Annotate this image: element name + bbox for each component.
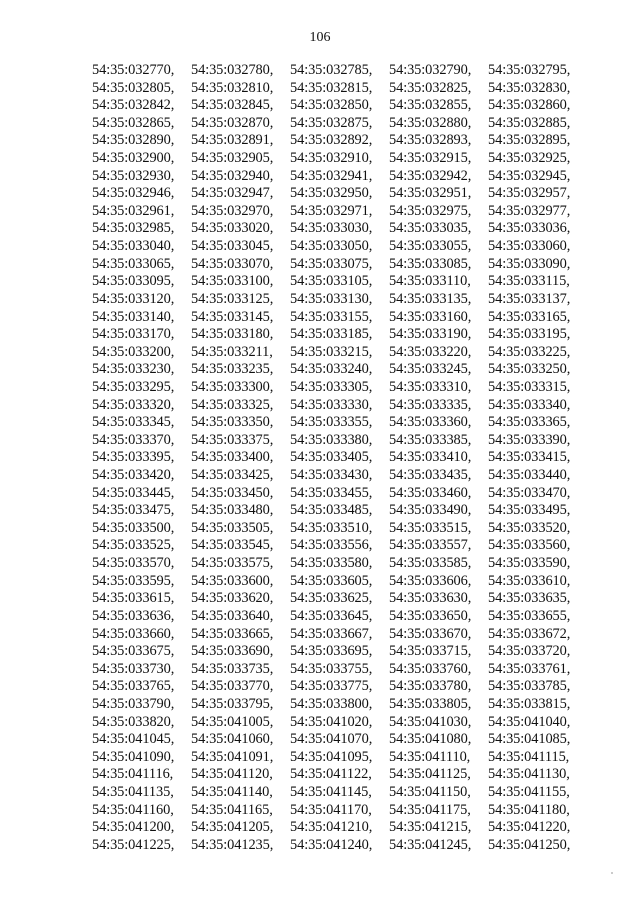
cadastral-number: 54:35:033070, <box>191 255 274 272</box>
cadastral-number: 54:35:032977, <box>488 202 571 219</box>
cadastral-number: 54:35:033595, <box>92 572 175 589</box>
cadastral-number: 54:35:033820, <box>92 713 175 730</box>
cadastral-number: 54:35:033605, <box>290 572 373 589</box>
cadastral-number: 54:35:032865, <box>92 114 175 131</box>
cadastral-number: 54:35:033295, <box>92 378 175 395</box>
cadastral-number: 54:35:041240, <box>290 836 373 853</box>
cadastral-number: 54:35:033335, <box>389 396 472 413</box>
cadastral-number: 54:35:033355, <box>290 414 373 431</box>
cadastral-number-grid <box>92 62 587 854</box>
cadastral-number: 54:35:033560, <box>488 537 571 554</box>
cadastral-number: 54:35:033125, <box>191 290 274 307</box>
cadastral-number: 54:35:033672, <box>488 625 571 642</box>
cadastral-number: 54:35:032951, <box>389 185 472 202</box>
cadastral-number: 54:35:033180, <box>191 326 274 343</box>
cadastral-number: 54:35:033140, <box>92 308 175 325</box>
cadastral-number: 54:35:033425, <box>191 467 274 484</box>
cadastral-number: 54:35:041150, <box>389 783 471 800</box>
cadastral-number: 54:35:033160, <box>389 308 472 325</box>
cadastral-number: 54:35:033420, <box>92 467 175 484</box>
cadastral-number: 54:35:033500, <box>92 519 175 536</box>
cadastral-number: 54:35:041091, <box>191 748 274 765</box>
cadastral-number: 54:35:033585, <box>389 555 472 572</box>
cadastral-number: 54:35:032900, <box>92 150 175 167</box>
cadastral-number: 54:35:041250, <box>488 836 571 853</box>
cadastral-number: 54:35:033200, <box>92 343 175 360</box>
cadastral-number: 54:35:041110, <box>389 748 471 765</box>
cadastral-number: 54:35:033795, <box>191 695 274 712</box>
cadastral-number: 54:35:033480, <box>191 502 274 519</box>
cadastral-number: 54:35:033610, <box>488 572 571 589</box>
cadastral-number: 54:35:041030, <box>389 713 472 730</box>
cadastral-number: 54:35:033370, <box>92 431 175 448</box>
cadastral-number: 54:35:032785, <box>290 62 373 78</box>
cadastral-number: 54:35:033020, <box>191 220 274 237</box>
cadastral-number: 54:35:033250, <box>488 361 571 378</box>
cadastral-number: 54:35:033035, <box>389 220 472 237</box>
cadastral-number: 54:35:041095, <box>290 748 373 765</box>
cadastral-number: 54:35:033761, <box>488 660 571 677</box>
cadastral-number: 54:35:032895, <box>488 132 571 149</box>
cadastral-number: 54:35:041140, <box>191 783 273 800</box>
cadastral-number: 54:35:033475, <box>92 502 175 519</box>
cadastral-number: 54:35:032905, <box>191 150 274 167</box>
cadastral-number: 54:35:041115, <box>488 748 570 765</box>
cadastral-number: 54:35:033230, <box>92 361 175 378</box>
cadastral-number: 54:35:041060, <box>191 731 274 748</box>
cadastral-number: 54:35:033615, <box>92 590 175 607</box>
cadastral-number: 54:35:033145, <box>191 308 274 325</box>
page-number: 106 <box>309 30 331 45</box>
cadastral-number: 54:35:041170, <box>290 801 372 818</box>
cadastral-number: 54:35:033570, <box>92 555 175 572</box>
cadastral-number: 54:35:033490, <box>389 502 472 519</box>
cadastral-number: 54:35:041040, <box>488 713 571 730</box>
cadastral-number: 54:35:033505, <box>191 519 274 536</box>
cadastral-number: 54:35:032810, <box>191 79 274 96</box>
cadastral-number: 54:35:033135, <box>389 290 472 307</box>
cadastral-number: 54:35:033580, <box>290 555 373 572</box>
cadastral-number: 54:35:032942, <box>389 167 472 184</box>
cadastral-number: 54:35:033510, <box>290 519 373 536</box>
cadastral-number: 54:35:033485, <box>290 502 373 519</box>
cadastral-number: 54:35:033760, <box>389 660 472 677</box>
cadastral-number: 54:35:033211, <box>191 343 273 360</box>
cadastral-number: 54:35:041160, <box>92 801 174 818</box>
cadastral-number: 54:35:033636, <box>92 607 175 624</box>
cadastral-number: 54:35:033775, <box>290 678 373 695</box>
cadastral-number: 54:35:033545, <box>191 537 274 554</box>
cadastral-number: 54:35:033805, <box>389 695 472 712</box>
cadastral-number: 54:35:041210, <box>290 819 373 836</box>
cadastral-number: 54:35:041125, <box>389 766 471 783</box>
cadastral-number: 54:35:032957, <box>488 185 571 202</box>
cadastral-number: 54:35:033630, <box>389 590 472 607</box>
cadastral-number: 54:35:033470, <box>488 484 571 501</box>
cadastral-number: 54:35:033185, <box>290 326 373 343</box>
cadastral-number: 54:35:033220, <box>389 343 472 360</box>
cadastral-number: 54:35:033345, <box>92 414 175 431</box>
cadastral-number: 54:35:033380, <box>290 431 373 448</box>
cadastral-number: 54:35:033040, <box>92 238 175 255</box>
cadastral-number: 54:35:033385, <box>389 431 472 448</box>
cadastral-number: 54:35:032930, <box>92 167 175 184</box>
cadastral-number: 54:35:033195, <box>488 326 571 343</box>
cadastral-number: 54:35:033050, <box>290 238 373 255</box>
cadastral-number: 54:35:032893, <box>389 132 472 149</box>
cadastral-number: 54:35:041116, <box>92 766 174 783</box>
cadastral-number: 54:35:041045, <box>92 731 175 748</box>
cadastral-number: 54:35:041175, <box>389 801 471 818</box>
cadastral-number: 54:35:032925, <box>488 150 571 167</box>
cadastral-number: 54:35:033600, <box>191 572 274 589</box>
cadastral-number: 54:35:033240, <box>290 361 373 378</box>
cadastral-number: 54:35:032985, <box>92 220 175 237</box>
cadastral-number: 54:35:032830, <box>488 79 571 96</box>
cadastral-number: 54:35:033520, <box>488 519 571 536</box>
cadastral-number: 54:35:033165, <box>488 308 571 325</box>
cadastral-number: 54:35:033105, <box>290 273 373 290</box>
cadastral-number: 54:35:041005, <box>191 713 274 730</box>
cadastral-number: 54:35:033085, <box>389 255 472 272</box>
cadastral-number: 54:35:033400, <box>191 449 274 466</box>
cadastral-number: 54:35:033650, <box>389 607 472 624</box>
cadastral-number: 54:35:041090, <box>92 748 175 765</box>
cadastral-number: 54:35:032842, <box>92 97 175 114</box>
cadastral-number: 54:35:032880, <box>389 114 472 131</box>
cadastral-number: 54:35:033815, <box>488 695 571 712</box>
cadastral-number: 54:35:033130, <box>290 290 373 307</box>
cadastral-number: 54:35:033495, <box>488 502 571 519</box>
cadastral-number: 54:35:033405, <box>290 449 373 466</box>
cadastral-number: 54:35:033635, <box>488 590 571 607</box>
cadastral-number: 54:35:041080, <box>389 731 472 748</box>
cadastral-number: 54:35:032940, <box>191 167 274 184</box>
cadastral-number: 54:35:033330, <box>290 396 373 413</box>
cadastral-number: 54:35:033670, <box>389 625 472 642</box>
cadastral-number: 54:35:032915, <box>389 150 472 167</box>
cadastral-number: 54:35:033045, <box>191 238 274 255</box>
cadastral-number: 54:35:033360, <box>389 414 472 431</box>
cadastral-number: 54:35:041135, <box>92 783 174 800</box>
cadastral-number: 54:35:033245, <box>389 361 472 378</box>
cadastral-number: 54:35:032790, <box>389 62 472 78</box>
cadastral-number: 54:35:033305, <box>290 378 373 395</box>
cadastral-number: 54:35:041200, <box>92 819 175 836</box>
cadastral-number: 54:35:033440, <box>488 467 571 484</box>
cadastral-number: 54:35:033215, <box>290 343 373 360</box>
cadastral-number: 54:35:033036, <box>488 220 571 237</box>
cadastral-number: 54:35:032961, <box>92 202 175 219</box>
cadastral-number: 54:35:033640, <box>191 607 274 624</box>
cadastral-number: 54:35:033660, <box>92 625 175 642</box>
cadastral-number: 54:35:033055, <box>389 238 472 255</box>
cadastral-number: 54:35:033450, <box>191 484 274 501</box>
cadastral-number: 54:35:041225, <box>92 836 175 853</box>
cadastral-number: 54:35:033665, <box>191 625 274 642</box>
cadastral-number: 54:35:032945, <box>488 167 571 184</box>
cadastral-number: 54:35:032825, <box>389 79 472 96</box>
cadastral-number: 54:35:033340, <box>488 396 571 413</box>
cadastral-number: 54:35:032855, <box>389 97 472 114</box>
cadastral-number: 54:35:032770, <box>92 62 175 78</box>
cadastral-number: 54:35:041165, <box>191 801 273 818</box>
cadastral-number: 54:35:032795, <box>488 62 571 78</box>
cadastral-number: 54:35:033110, <box>389 273 471 290</box>
cadastral-number: 54:35:033225, <box>488 343 571 360</box>
cadastral-number: 54:35:033315, <box>488 378 571 395</box>
cadastral-number: 54:35:033557, <box>389 537 472 554</box>
cadastral-number: 54:35:033320, <box>92 396 175 413</box>
cadastral-number: 54:35:041180, <box>488 801 570 818</box>
cadastral-number: 54:35:032947, <box>191 185 274 202</box>
cadastral-number: 54:35:033060, <box>488 238 571 255</box>
cadastral-number: 54:35:033515, <box>389 519 472 536</box>
cadastral-number: 54:35:033655, <box>488 607 571 624</box>
cadastral-number: 54:35:032860, <box>488 97 571 114</box>
cadastral-number: 54:35:032970, <box>191 202 274 219</box>
cadastral-number: 54:35:032875, <box>290 114 373 131</box>
cadastral-number: 54:35:033390, <box>488 431 571 448</box>
cadastral-number: 54:35:032850, <box>290 97 373 114</box>
cadastral-number: 54:35:033375, <box>191 431 274 448</box>
cadastral-number: 54:35:032780, <box>191 62 274 78</box>
cadastral-number: 54:35:033625, <box>290 590 373 607</box>
cadastral-number: 54:35:032845, <box>191 97 274 114</box>
cadastral-number: 54:35:033780, <box>389 678 472 695</box>
cadastral-number: 54:35:033715, <box>389 643 472 660</box>
scan-speck <box>611 872 613 874</box>
cadastral-number: 54:35:033325, <box>191 396 274 413</box>
cadastral-number: 54:35:033606, <box>389 572 472 589</box>
cadastral-number: 54:35:033690, <box>191 643 274 660</box>
cadastral-number: 54:35:033100, <box>191 273 274 290</box>
cadastral-number: 54:35:033525, <box>92 537 175 554</box>
cadastral-number: 54:35:041020, <box>290 713 373 730</box>
cadastral-number: 54:35:041070, <box>290 731 373 748</box>
cadastral-number: 54:35:032892, <box>290 132 373 149</box>
cadastral-number: 54:35:033455, <box>290 484 373 501</box>
cadastral-number: 54:35:033785, <box>488 678 571 695</box>
cadastral-number: 54:35:033410, <box>389 449 472 466</box>
cadastral-number: 54:35:033415, <box>488 449 571 466</box>
cadastral-number: 54:35:033730, <box>92 660 175 677</box>
cadastral-number: 54:35:032890, <box>92 132 175 149</box>
cadastral-number: 54:35:032910, <box>290 150 373 167</box>
cadastral-number: 54:35:041145, <box>290 783 372 800</box>
cadastral-number: 54:35:041205, <box>191 819 274 836</box>
cadastral-number: 54:35:033575, <box>191 555 274 572</box>
cadastral-number: 54:35:033620, <box>191 590 274 607</box>
cadastral-number: 54:35:033667, <box>290 625 373 642</box>
cadastral-number: 54:35:033310, <box>389 378 472 395</box>
cadastral-number: 54:35:033137, <box>488 290 571 307</box>
cadastral-number: 54:35:032950, <box>290 185 373 202</box>
cadastral-number: 54:35:033120, <box>92 290 175 307</box>
cadastral-number: 54:35:032870, <box>191 114 274 131</box>
cadastral-number: 54:35:033350, <box>191 414 274 431</box>
cadastral-number: 54:35:041155, <box>488 783 570 800</box>
cadastral-number: 54:35:033445, <box>92 484 175 501</box>
cadastral-number: 54:35:033235, <box>191 361 274 378</box>
cadastral-number: 54:35:033720, <box>488 643 571 660</box>
cadastral-number: 54:35:041130, <box>488 766 570 783</box>
cadastral-number: 54:35:033300, <box>191 378 274 395</box>
cadastral-number: 54:35:033460, <box>389 484 472 501</box>
cadastral-number: 54:35:033430, <box>290 467 373 484</box>
cadastral-number: 54:35:032815, <box>290 79 373 96</box>
cadastral-number: 54:35:041120, <box>191 766 273 783</box>
cadastral-number: 54:35:033695, <box>290 643 373 660</box>
cadastral-number: 54:35:032885, <box>488 114 571 131</box>
cadastral-number: 54:35:041235, <box>191 836 274 853</box>
cadastral-number: 54:35:033435, <box>389 467 472 484</box>
cadastral-number: 54:35:032975, <box>389 202 472 219</box>
cadastral-number: 54:35:041085, <box>488 731 571 748</box>
cadastral-number: 54:35:033030, <box>290 220 373 237</box>
cadastral-number: 54:35:033075, <box>290 255 373 272</box>
cadastral-number: 54:35:033590, <box>488 555 571 572</box>
cadastral-number: 54:35:033790, <box>92 695 175 712</box>
cadastral-number: 54:35:033675, <box>92 643 175 660</box>
cadastral-number: 54:35:033645, <box>290 607 373 624</box>
cadastral-number: 54:35:041215, <box>389 819 472 836</box>
cadastral-number: 54:35:033065, <box>92 255 175 272</box>
cadastral-number: 54:35:033095, <box>92 273 175 290</box>
cadastral-number: 54:35:041245, <box>389 836 472 853</box>
cadastral-number: 54:35:033155, <box>290 308 373 325</box>
cadastral-number: 54:35:033170, <box>92 326 175 343</box>
cadastral-number: 54:35:033556, <box>290 537 373 554</box>
cadastral-number: 54:35:033395, <box>92 449 175 466</box>
cadastral-number: 54:35:033735, <box>191 660 274 677</box>
cadastral-number: 54:35:033755, <box>290 660 373 677</box>
cadastral-number: 54:35:033190, <box>389 326 472 343</box>
cadastral-number: 54:35:033765, <box>92 678 175 695</box>
cadastral-number: 54:35:032946, <box>92 185 175 202</box>
cadastral-number: 54:35:032971, <box>290 202 373 219</box>
cadastral-number: 54:35:033365, <box>488 414 571 431</box>
cadastral-number: 54:35:032891, <box>191 132 274 149</box>
cadastral-number: 54:35:033090, <box>488 255 571 272</box>
cadastral-number: 54:35:033115, <box>488 273 570 290</box>
cadastral-number: 54:35:033770, <box>191 678 274 695</box>
cadastral-number: 54:35:033800, <box>290 695 373 712</box>
cadastral-number: 54:35:041220, <box>488 819 571 836</box>
cadastral-number: 54:35:032805, <box>92 79 175 96</box>
cadastral-number: 54:35:041122, <box>290 766 372 783</box>
cadastral-number: 54:35:032941, <box>290 167 373 184</box>
